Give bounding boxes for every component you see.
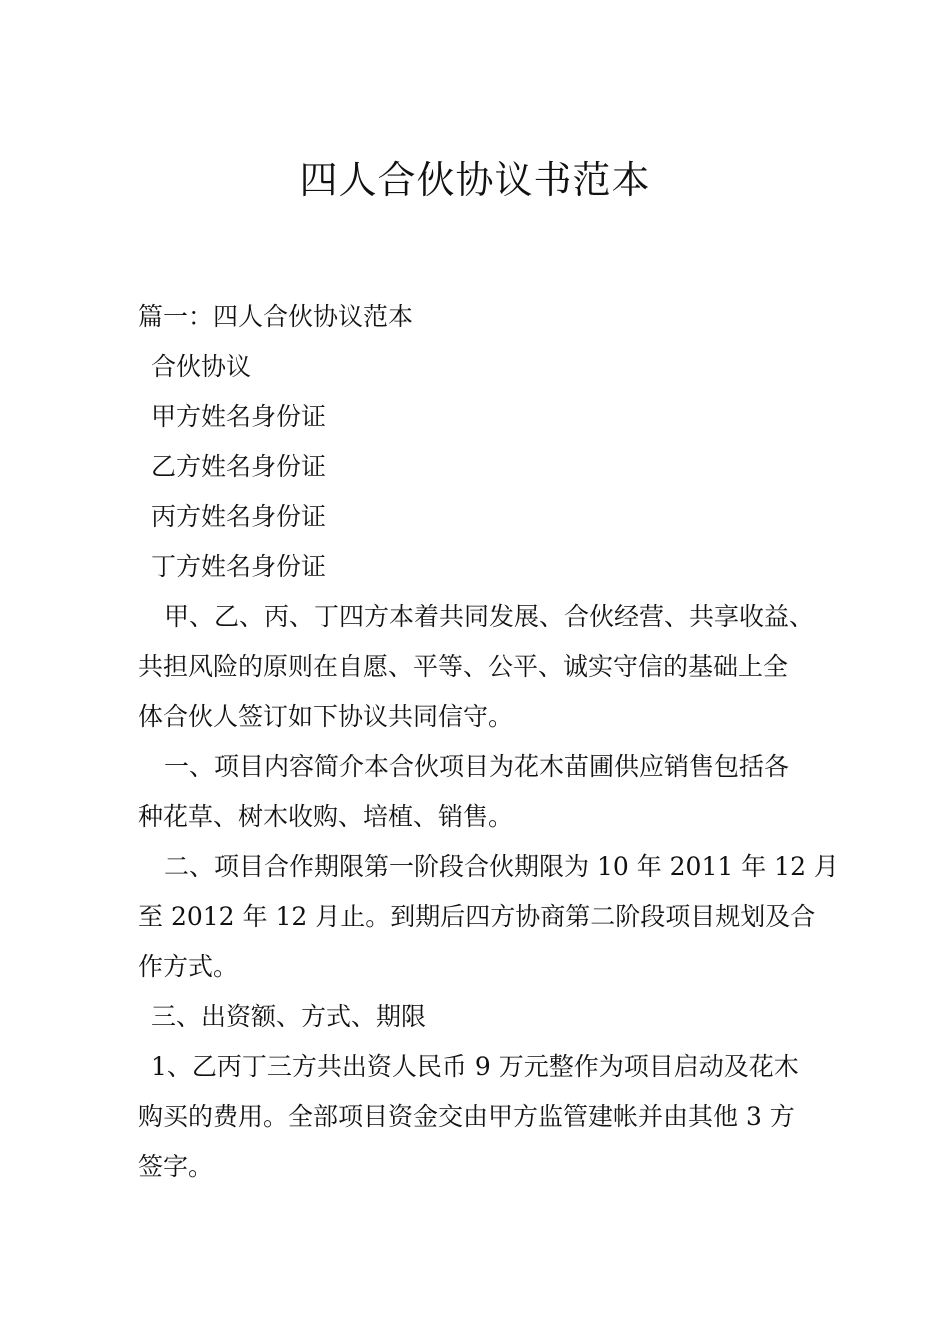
section-heading: 篇一：四人合伙协议范本 <box>138 302 414 331</box>
document-body <box>138 292 839 1192</box>
party-a-line: 甲方姓名身份证 <box>151 402 327 431</box>
agreement-heading: 合伙协议 <box>151 352 252 381</box>
clause-2-line-1: 二、项目合作期限第一阶段合伙期限为 10 年 2011 年 12 月 <box>164 852 839 881</box>
clause-3-item-1-line-2: 购买的费用。全部项目资金交由甲方监管建帐并由其他 3 方 <box>138 1102 795 1131</box>
clause-1-line-2: 种花草、树木收购、培植、销售。 <box>138 802 514 831</box>
preamble-line-3: 体合伙人签订如下协议共同信守。 <box>138 702 514 731</box>
party-b-line: 乙方姓名身份证 <box>151 452 327 481</box>
preamble-line-2: 共担风险的原则在自愿、平等、公平、诚实守信的基础上全 <box>138 652 789 681</box>
clause-3-heading: 三、出资额、方式、期限 <box>151 1002 427 1031</box>
preamble-line-1: 甲、乙、丙、丁四方本着共同发展、合伙经营、共享收益、 <box>164 602 815 631</box>
clause-2-line-2: 至 2012 年 12 月止。到期后四方协商第二阶段项目规划及合 <box>138 902 816 931</box>
party-c-line: 丙方姓名身份证 <box>151 502 327 531</box>
clause-1-line-1: 一、项目内容简介本合伙项目为花木苗圃供应销售包括各 <box>164 752 790 781</box>
clause-2-line-3: 作方式。 <box>138 952 239 981</box>
party-d-line: 丁方姓名身份证 <box>151 552 327 581</box>
document-title: 四人合伙协议书范本 <box>299 158 651 202</box>
clause-3-item-1-line-1: 1、乙丙丁三方共出资人民币 9 万元整作为项目启动及花木 <box>151 1052 799 1081</box>
clause-3-item-1-line-3: 签字。 <box>138 1152 214 1181</box>
